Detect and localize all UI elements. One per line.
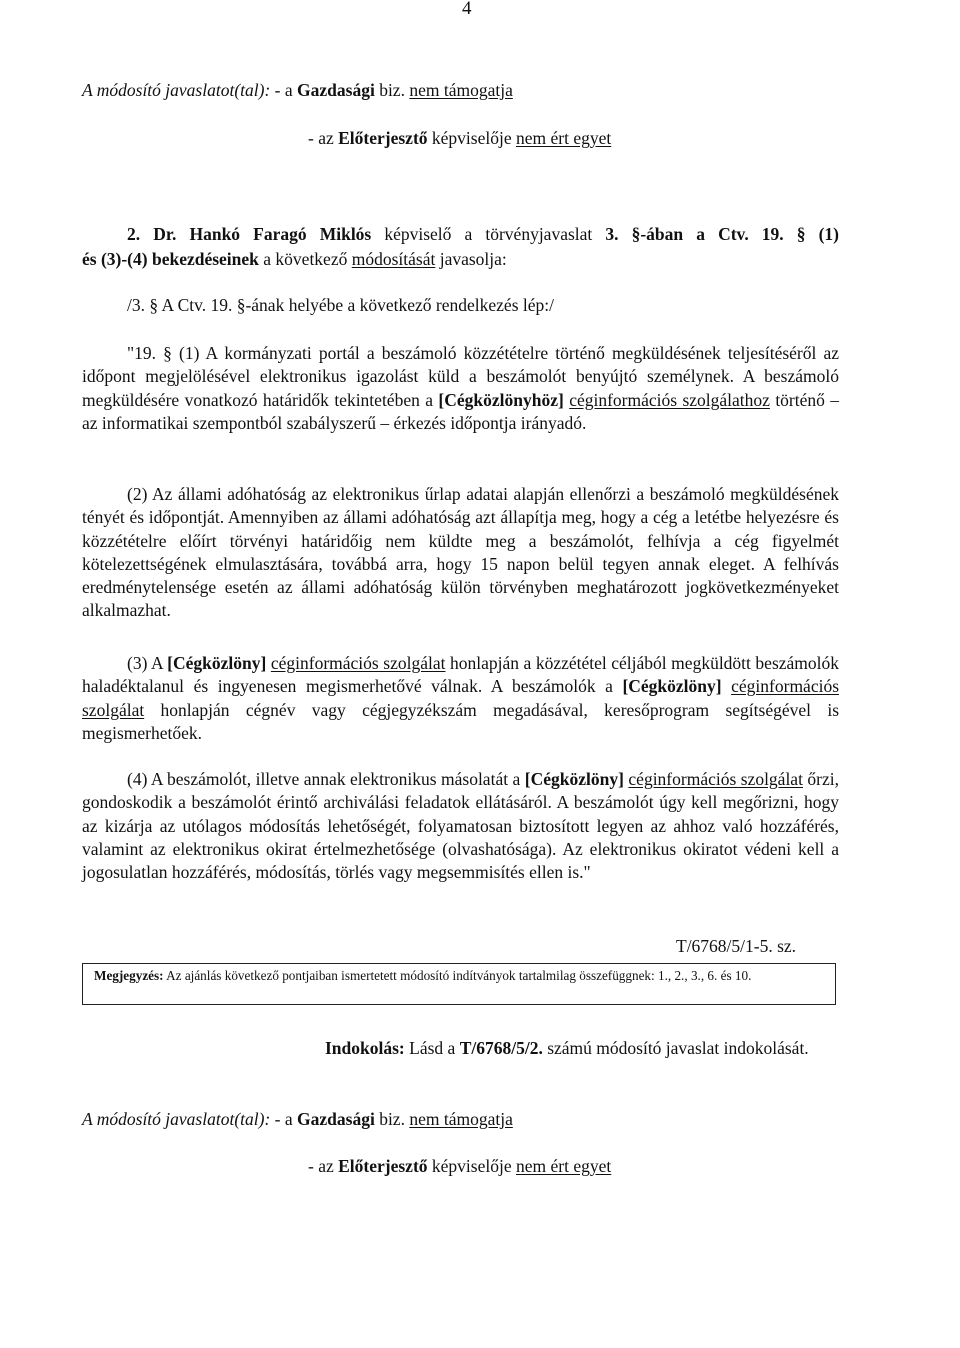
vote-committee-prefix: - a — [274, 80, 293, 100]
amendment-paragraphs: és (3)-(4) bekezdéseinek — [82, 249, 259, 269]
vote-block-2 — [82, 1109, 513, 1130]
reasoning-reference: T/6768/5/2. — [459, 1038, 543, 1058]
vote-proposer-prefix: - az — [308, 1156, 334, 1176]
paragraph-1-text-b: történő – az informatikai szempontból szabályszerű – érkezés időpontja irányadó. — [82, 389, 840, 433]
vote-proposer-prefix: - az — [308, 128, 334, 148]
vote-block-2-line2 — [308, 1156, 611, 1177]
amendment-line-2 — [82, 249, 507, 270]
vote-label: A módosító javaslatot(tal): — [82, 1109, 271, 1129]
amendment-section: 3. §-ában a Ctv. 19. § (1) — [605, 224, 840, 244]
note-box — [82, 963, 836, 1005]
amendment-line-1 — [127, 224, 839, 245]
vote-proposer-role: képviselője — [431, 128, 512, 148]
inserted-term: céginformációs szolgálat — [628, 769, 803, 789]
vote-proposer-name: Előterjesztő — [338, 128, 428, 148]
vote-block-1 — [82, 80, 513, 101]
vote-committee-abbr: biz. — [379, 1109, 405, 1129]
paragraph-3-text-c: honlapján cégnév vagy cégjegyzékszám megadásával, keresőprogram segítségével is megismerhetőek. — [82, 699, 840, 743]
reasoning-label: Indokolás: — [325, 1038, 405, 1058]
reasoning — [325, 1037, 825, 1060]
inserted-term: céginformációs szolgálathoz — [569, 389, 770, 410]
vote-proposer-name: Előterjesztő — [338, 1156, 428, 1176]
vote-committee-prefix: - a — [274, 1109, 293, 1129]
vote-proposer-result: nem ért egyet — [515, 128, 612, 148]
amendment-following: a következő — [263, 249, 348, 269]
amendment-author: 2. Dr. Hankó Faragó Miklós — [127, 224, 372, 244]
page-number: 4 — [462, 0, 472, 19]
paragraph-4-text-b: őrzi, gondoskodik a beszámolót érintő archiválási feladatok ellátásáról. A beszámolót úgy kell megőrizni, hogy az kizárja az utólagos módosítás lehetőségét, folyamatosan biztosított legyen az ahhoz való hozzáférés, valamint az elektronikus okirat értelmezhetősége (olvashatósága). Az elektronikus okiratot védeni kell a jogosulatlan hozzáférés, módosítás, törlés vagy megsemmisítés ellen is." — [82, 769, 840, 883]
struck-term: [Cégközlöny] — [167, 653, 267, 673]
vote-block-1-line2 — [308, 128, 611, 149]
struck-term: [Cégközlöny] — [622, 676, 722, 697]
paragraph-3-text-b: honlapján a közzététel céljából megküldött beszámolók haladéktalanul és ingyenesen megismerhetővé válnak. A beszámolók a — [82, 653, 840, 697]
vote-committee-name: Gazdasági — [297, 80, 375, 100]
note-label: Megjegyzés: — [94, 968, 164, 983]
vote-proposer-result: nem ért egyet — [515, 1156, 612, 1176]
paragraph-4 — [82, 768, 839, 884]
paragraph-1 — [82, 342, 839, 435]
struck-term: [Cégközlöny] — [524, 769, 624, 789]
vote-label: A módosító javaslatot(tal): — [82, 80, 271, 100]
vote-committee-abbr: biz. — [379, 80, 405, 100]
inserted-term: céginformációs szolgálat — [82, 676, 840, 720]
paragraph-3-text-a: (3) A — [127, 653, 163, 673]
amendment-instruction: /3. § A Ctv. 19. §-ának helyébe a következő rendelkezés lép:/ — [127, 295, 554, 315]
inserted-term: céginformációs szolgálat — [270, 653, 446, 673]
vote-proposer-role: képviselője — [431, 1156, 512, 1176]
paragraph-1-text-a: "19. § (1) A kormányzati portál a beszámoló közzétételre történő megküldésének teljesítéséről az időpont megjelölésével elektronikus igazolást küld a beszámolót benyújtó személynek. A beszámoló megküldésére vonatkozó határidők tekintetében a — [82, 343, 839, 410]
struck-term: [Cégközlönyhöz] — [438, 389, 564, 410]
reasoning-text-b: számú módosító javaslat indokolását. — [547, 1038, 809, 1058]
vote-committee-name: Gazdasági — [297, 1109, 375, 1129]
amendment-modification: módosítását — [351, 249, 436, 269]
amendment-proposes: javasolja: — [439, 249, 507, 269]
paragraph-3 — [82, 652, 839, 745]
paragraph-2: (2) Az állami adóhatóság az elektronikus űrlap adatai alapján ellenőrzi a beszámoló megküldésének tényét és időpontját. Amennyiben az állami adóhatóság azt állapítja meg, hogy a cég a letétbe helyezésre és közzétételre előírt törvényi határidőig nem küldte meg a beszámolót, felhívja a cég figyelmét kötelezettségének elmulasztására, továbbá arra, hogy 15 napon belül tegyen annak eleget. A felhívás eredménytelensége esetén az állami adóhatóság külön törvényben meghatározott jogkövetkezményeket alkalmazhat. — [82, 484, 839, 621]
vote-committee-result: nem támogatja — [409, 1109, 513, 1129]
amendment-intro: képviselő a törvényjavaslat — [384, 224, 593, 244]
paragraph-4-text-a: (4) A beszámolót, illetve annak elektronikus másolatát a — [127, 769, 521, 789]
note-text: Az ajánlás következő pontjaiban ismertetett módosító indítványok tartalmilag összefüggnek: 1., 2., 3., 6. és 10. — [166, 968, 752, 983]
vote-committee-result: nem támogatja — [409, 80, 513, 100]
reasoning-text-a: Lásd a — [409, 1038, 456, 1058]
reference-number: T/6768/5/1-5. sz. — [676, 936, 797, 956]
